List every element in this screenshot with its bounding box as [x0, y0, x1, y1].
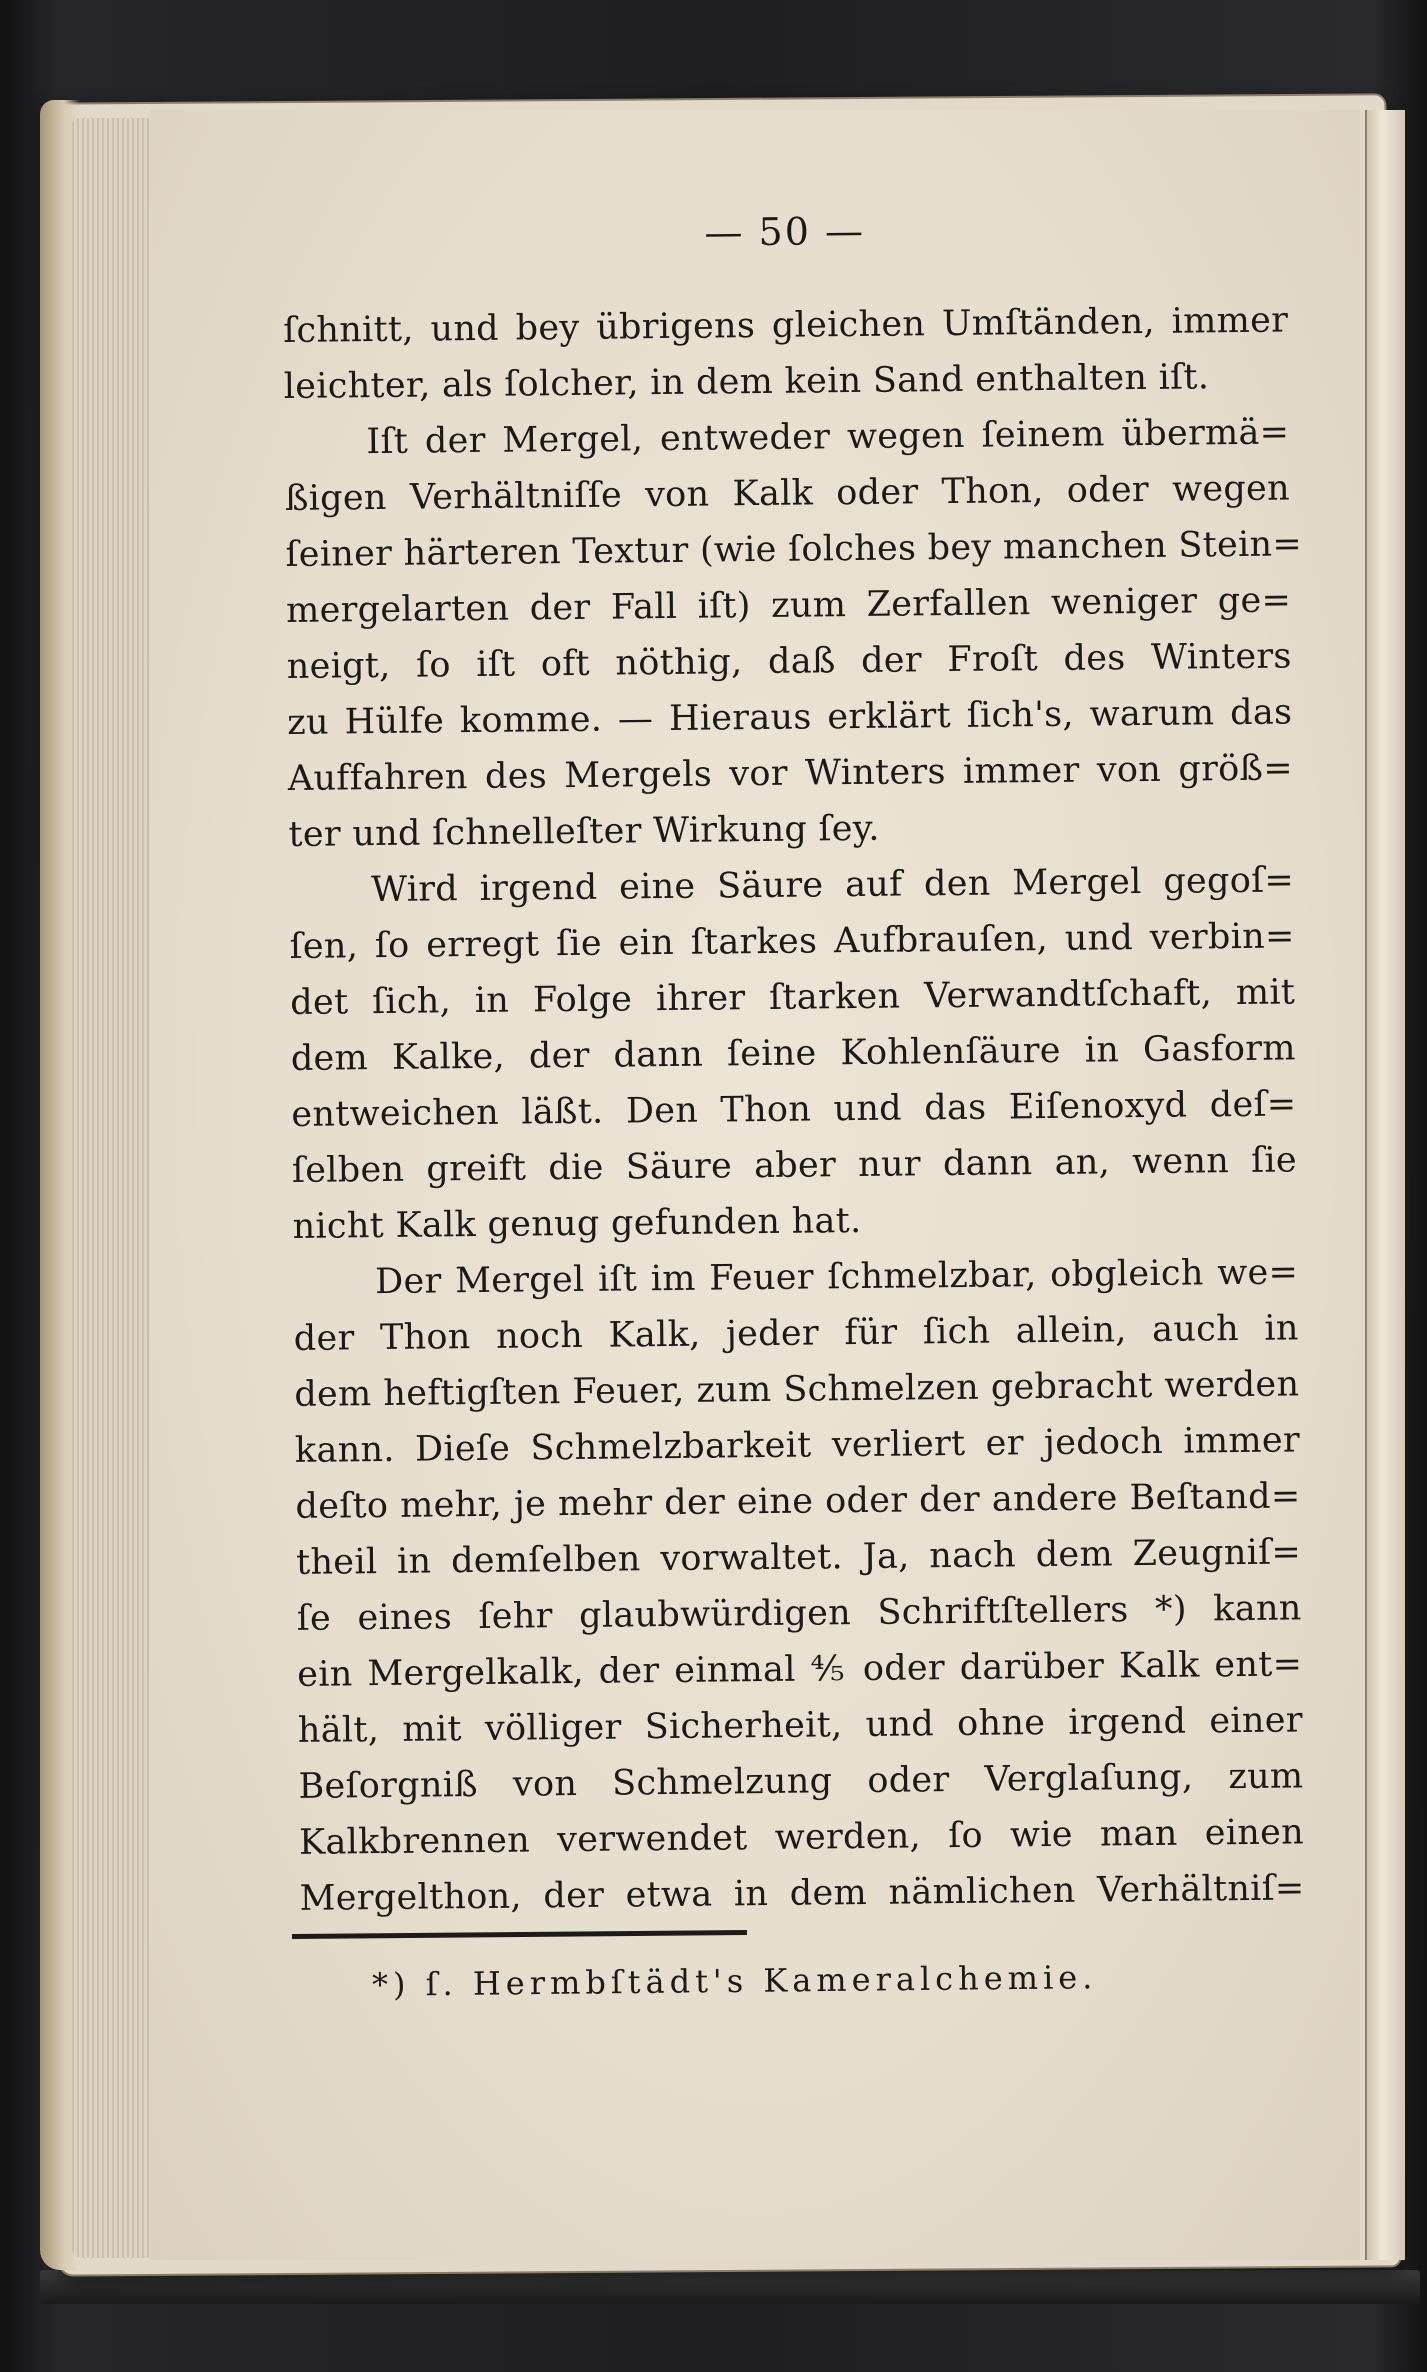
- text-line: Wird irgend eine Säure auf den Mergel gegoſ=: [370, 860, 1295, 911]
- book-cover-edge: [40, 2270, 1420, 2304]
- text-line: kann. Dieſe Schmelzbarkeit verliert er jedoch immer: [294, 1420, 1301, 1471]
- text-line: leichter, als ſolcher, in dem kein Sand enthalten iſt.: [283, 357, 1210, 407]
- text-line: ſchnitt, und bey übrigens gleichen Umſtänden, immer: [283, 300, 1289, 351]
- paragraph-2: [284, 404, 1303, 862]
- page-stack-edges: [72, 118, 152, 2258]
- paragraph-4: [293, 1244, 1305, 1926]
- text-line: Der Mergel iſt im Feuer ſchmelzbar, obgleich we=: [374, 1252, 1299, 1303]
- text-line: ſen, ſo erregt ſie ein ſtarkes Aufbrauſen, und verbin=: [289, 916, 1295, 967]
- text-line: Iſt der Mergel, entweder wegen ſeinem übermä=: [366, 412, 1290, 463]
- text-line: Beſorgniß von Schmelzung oder Verglaſung, zum: [298, 1756, 1304, 1807]
- page-number: — 50 —: [704, 208, 866, 255]
- text-line: nicht Kalk genug gefunden hat.: [292, 1200, 862, 1247]
- text-line: dem Kalke, der dann ſeine Kohlenſäure in Gasform: [290, 1028, 1296, 1079]
- text-line: theil in demſelben vorwaltet. Ja, nach dem Zeugniſ=: [295, 1532, 1302, 1583]
- text-line: mergelarten der Fall iſt) zum Zerfallen weniger ge=: [285, 580, 1292, 631]
- text-line: neigt, ſo iſt oft nöthig, daß der Froſt des Winters: [286, 636, 1292, 687]
- text-line: Auffahren des Mergels vor Winters immer von größ=: [287, 748, 1294, 799]
- text-line: entweichen läßt. Den Thon und das Eiſenoxyd deſ=: [291, 1084, 1297, 1135]
- page-text: [282, 204, 1305, 1926]
- text-line: ßigen Verhältniſſe von Kalk oder Thon, oder wegen: [284, 468, 1291, 519]
- text-line: Kalkbrennen verwendet werden, ſo wie man einen: [298, 1812, 1305, 1863]
- text-line: det ſich, in Folge ihrer ſtarken Verwandtſchaft, mit: [290, 972, 1296, 1023]
- text-line: ſe eines ſehr glaubwürdigen Schriftſtellers *) kann: [296, 1588, 1302, 1639]
- text-line: Mergelthon, der etwa in dem nämlichen Verhältniſ=: [299, 1868, 1305, 1919]
- text-line: ſelben greift die Säure aber nur dann an, wenn ſie: [291, 1140, 1298, 1191]
- text-line: deſto mehr, je mehr der eine oder der andere Beſtand=: [295, 1476, 1301, 1527]
- paragraph-1: [283, 292, 1289, 415]
- text-line: ter und ſchnelleſter Wirkung ſey.: [288, 808, 880, 855]
- text-line: ſeiner härteren Textur (wie ſolches bey manchen Stein=: [285, 524, 1303, 575]
- text-line: ein Mergelkalk, der einmal ⅘ oder darüber Kalk ent=: [297, 1644, 1303, 1695]
- paragraph-3: [289, 852, 1298, 1255]
- text-line: der Thon noch Kalk, jeder für ſich allein, auch in: [293, 1308, 1299, 1359]
- text-line: hält, mit völliger Sicherheit, und ohne irgend einer: [297, 1700, 1304, 1751]
- text-line: dem heftigſten Feuer, zum Schmelzen gebracht werden: [294, 1364, 1300, 1415]
- footnote: *) ſ. Hermbſtädt's Kameralchemie.: [371, 1958, 1098, 2004]
- facing-page-edge: [1365, 110, 1405, 2260]
- text-line: zu Hülfe komme. — Hieraus erklärt ſich's, warum das: [287, 692, 1293, 743]
